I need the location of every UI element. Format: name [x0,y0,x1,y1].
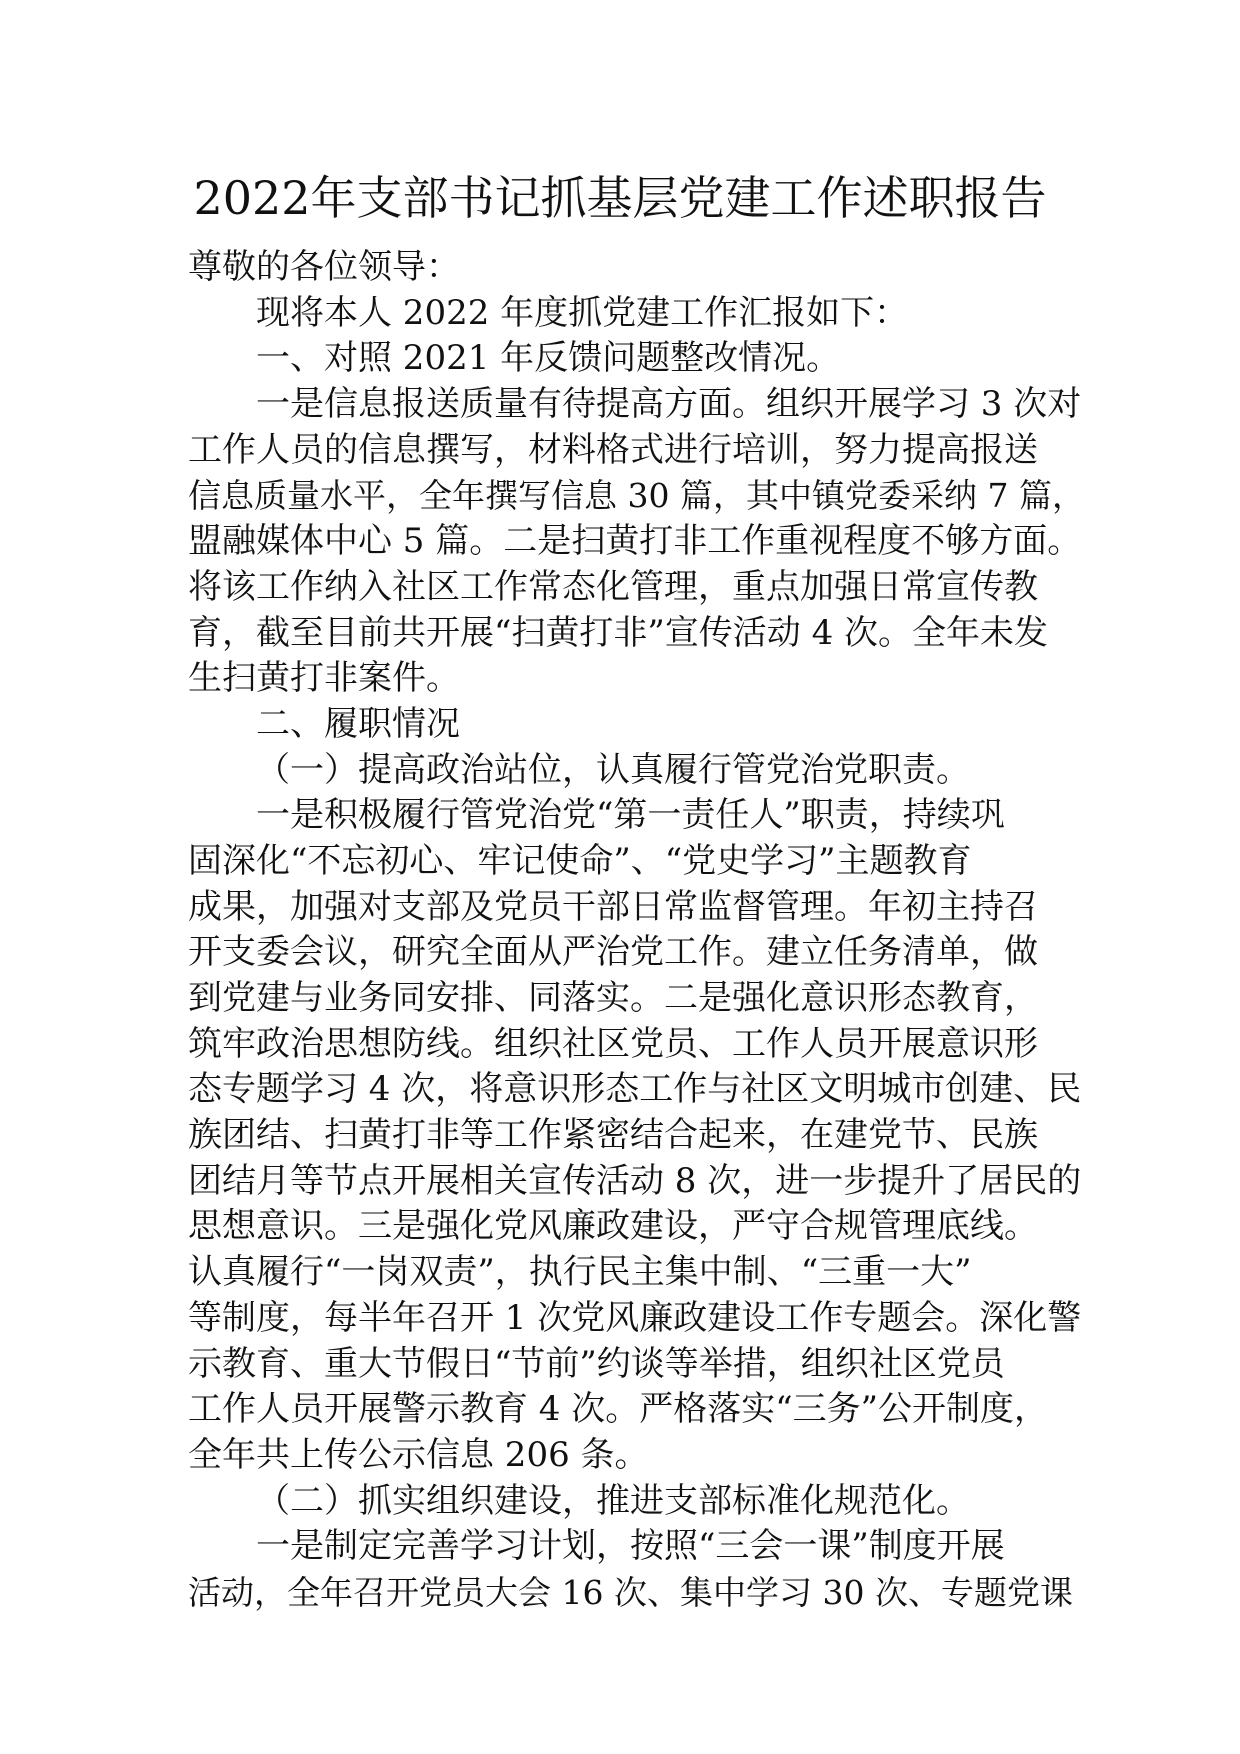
text-line: 一是制定完善学习计划，按照“三会一课”制度开展 [256,1526,1005,1567]
text-line: 开支委会议，研究全面从严治党工作。建立任务清单，做 [188,932,1038,973]
text-line: 尊敬的各位领导： [188,247,460,287]
text-line: 二、履职情况 [256,703,460,744]
text-line: 活动，全年召开党员大会 16 次、集中学习 30 次、专题党课 [188,1572,1073,1612]
text-line: 态专题学习 4 次，将意识形态工作与社区文明城市创建、民 [188,1069,1082,1110]
document-body [188,245,1088,1616]
text-line: 一、对照 2021 年反馈问题整改情况。 [256,338,841,379]
document-title: 2022年支部书记抓基层党建工作述职报告 [193,171,1047,225]
text-line: 族团结、扫黄打非等工作紧密结合起来，在建党节、民族 [188,1115,1038,1156]
text-line: 一是信息报送质量有待提高方面。组织开展学习 3 次对 [256,384,1082,425]
text-line: 成果，加强对支部及党员干部日常监督管理。年初主持召 [188,886,1038,927]
text-line: 等制度，每半年召开 1 次党风廉政建设工作专题会。深化警 [188,1297,1082,1338]
text-line: （二）抓实组织建设，推进支部标准化规范化。 [256,1480,970,1521]
text-line: 工作人员的信息撰写，材料格式进行培训，努力提高报送 [188,429,1038,470]
text-line: 全年共上传公示信息 206 条。 [188,1434,649,1475]
text-line: 工作人员开展警示教育 4 次。严格落实“三务”公开制度， [188,1389,1049,1430]
text-line: 到党建与业务同安排、同落实。二是强化意识形态教育， [188,978,1038,1018]
text-line: 团结月等节点开展相关宣传活动 8 次，进一步提升了居民的 [188,1160,1082,1201]
text-line: 筑牢政治思想防线。组织社区党员、工作人员开展意识形 [188,1023,1038,1064]
text-line: 思想意识。三是强化党风廉政建设，严守合规管理底线。 [188,1206,1038,1247]
text-line: 育，截至目前共开展“扫黄打非”宣传活动 4 次。全年未发 [188,612,1049,653]
text-line: 认真履行“一岗双责”，执行民主集中制、“三重一大” [188,1252,972,1293]
text-line: 盟融媒体中心 5 篇。二是扫黄打非工作重视程度不够方面。 [188,521,1082,562]
text-line: 一是积极履行管党治党“第一责任人”职责，持续巩 [256,795,1005,836]
text-line: 示教育、重大节假日“节前”约谈等举措，组织社区党员 [188,1343,1005,1384]
text-line: 现将本人 2022 年度抓党建工作汇报如下： [256,292,909,333]
text-line: （一）提高政治站位，认真履行管党治党职责。 [256,749,970,790]
text-line: 生扫黄打非案件。 [188,658,460,699]
text-line: 信息质量水平，全年撰写信息 30 篇，其中镇党委采纳 7 篇， [188,476,1085,516]
text-line: 固深化“不忘初心、牢记使命”、“党史学习”主题教育 [188,840,972,881]
text-line: 将该工作纳入社区工作常态化管理，重点加强日常宣传教 [188,566,1038,607]
